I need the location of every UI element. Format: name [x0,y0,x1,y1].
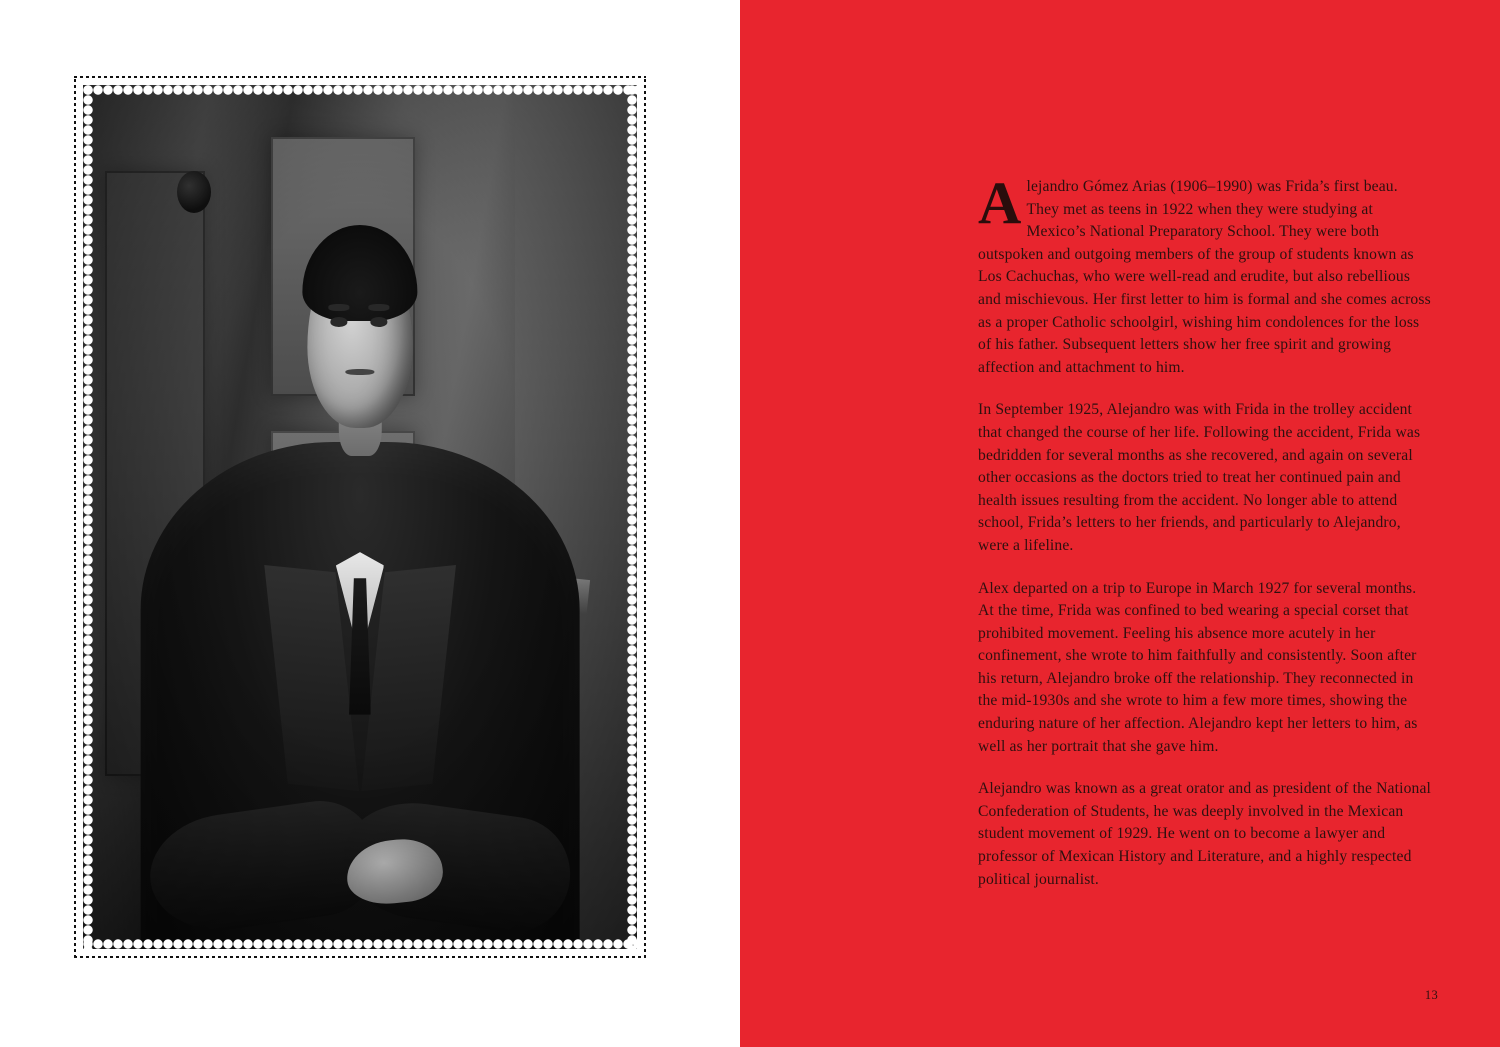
body-text-column [978,170,1433,891]
paragraph-1 [978,170,1433,379]
paragraph-3: Alex departed on a trip to Europe in March 1927 for several months. At the time, Frida was confined to bed wearing a special corset that prohibited movement. Feeling his absence more acutely in her confinement, she wrote to him faithfully and consistently. Soon after his return, Alejandro broke off the relationship. They reconnected in the mid-1930s and she wrote to him a few more times, showing the enduring nature of her affection. Alejandro kept her letters to him, as well as her portrait that she gave him. [978,579,1418,755]
page-number: 13 [1424,988,1438,1002]
paragraph-4: Alejandro was known as a great orator and as president of the National Confederation of Students, he was deeply involved in the Mexican student movement of 1929. He went on to become a lawyer and professor of Mexican History and Literature, and a highly respected political journalist. [978,780,1432,888]
drop-cap: A [978,170,1022,236]
portrait-photograph [83,85,637,949]
photograph-image [83,85,637,949]
paragraph-1-text: lejandro Gómez Arias (1906–1990) was Frida’s first beau. They met as teens in 1922 when they were studying at Mexico’s National Preparatory School. They were both outspoken and outgoing members of the group of students known as Los Cachuchas, who were well-read and erudite, but also rebellious and mischievous. Her first letter to him is formal and she comes across as a proper Catholic schoolgirl, wishing him condolences for the loss of his father. Subsequent letters show her free spirit and growing affection and attachment to him. [978,178,1431,376]
photo-vignette [83,85,637,949]
photo-frame [74,76,646,958]
right-page [740,0,1500,1047]
left-page [0,0,740,1047]
paragraph-2: In September 1925, Alejandro was with Frida in the trolley accident that changed the course of her life. Following the accident, Frida was bedridden for several months as she recovered, and again on several other occasions as the doctors tried to treat her continued pain and health issues resulting from the accident. No longer able to attend school, Frida’s letters to her friends, and particularly to Alejandro, were a lifeline. [978,401,1421,554]
